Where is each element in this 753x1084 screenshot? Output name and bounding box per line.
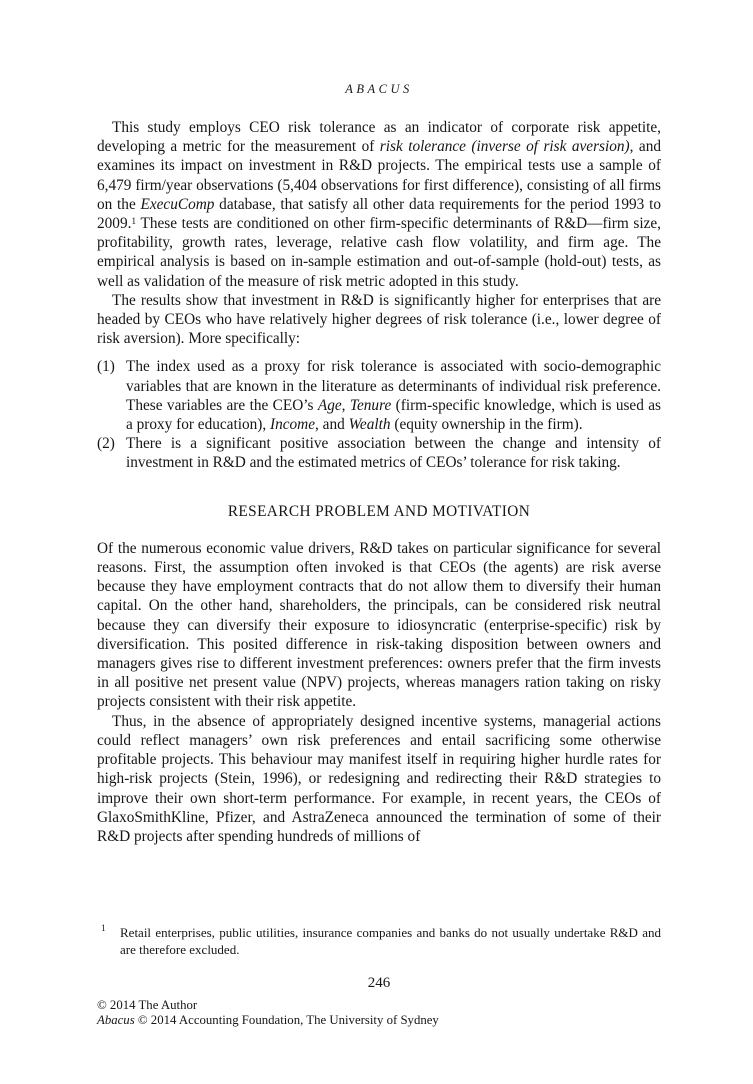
copyright-footer bbox=[97, 998, 661, 1028]
journal-running-header: ABACUS bbox=[345, 82, 413, 96]
list-item-marker: (2) bbox=[97, 435, 115, 453]
page-bottom bbox=[97, 924, 661, 1028]
list-item-2 bbox=[97, 434, 661, 472]
body-paragraph-2: Thus, in the absence of appropriately designed incentive systems, managerial actions could reflect managers’ own risk preferences and entail sacrificing some otherwise profitable projects. This behaviour may manifest itself in requiring higher hurdle rates for high-risk projects (Stein, 1996), or redesigning and redirecting their R&D strategies to improve their own short-term performance. For example, in recent years, the CEOs of GlaxoSmithKline, Pfizer, and AstraZeneca announced the termination of some of their R&D projects after spending hundreds of millions of bbox=[97, 712, 661, 845]
list-item-marker: (1) bbox=[97, 358, 115, 376]
page-number: 246 bbox=[367, 975, 391, 991]
findings-list bbox=[97, 357, 661, 472]
section-heading-research-problem: RESEARCH PROBLEM AND MOTIVATION bbox=[227, 502, 531, 520]
footer-line-journal: Abacus © 2014 Accounting Foundation, The University of Sydney bbox=[97, 1012, 439, 1027]
body-paragraph-1: Of the numerous economic value drivers, R&D takes on particular significance for several reasons. First, the assumption often invoked is that CEOs (the agents) are risk averse because they have employment contracts that do not allow them to diversify their human capital. On the other hand, shareholders, the principals, can be considered risk neutral because they can diversify their exposure to idiosyncratic (enterprise-specific) risk by diversification. This posited difference in risk-taking disposition between owners and managers gives rise to different investment preferences: owners prefer that the firm invests in all positive net present value (NPV) projects, whereas managers ration taking on risky projects consistent with their risk appetite. bbox=[97, 539, 661, 711]
footnote-1 bbox=[97, 924, 661, 958]
list-item-text: The index used as a proxy for risk tolerance is associated with socio-demographic variables that are known in the literature as determinants of individual risk preference. These variables are the CEO’s Age, Tenure (firm-specific knowledge, which is used as a proxy for education), Income, and Wealth (equity ownership in the firm). bbox=[126, 358, 661, 434]
list-item-1 bbox=[97, 357, 661, 434]
footer-line-author: © 2014 The Author bbox=[97, 998, 198, 1012]
abstract-paragraph-1: This study employs CEO risk tolerance as an indicator of corporate risk appetite, developing a metric for the measurement of risk tolerance (inverse of risk aversion), and examines its impact on investment in R&D projects. The empirical tests use a sample of 6,479 firm/year observations (5,404 observations for first difference), consisting of all firms on the ExecuComp database, that satisfy all other data requirements for the period 1993 to 2009.$^1$ These tests are conditioned on other firm-specific determinants of R&D—firm size, profitability, growth rates, leverage, relative cash flow volatility, and firm age. The empirical analysis is based on in-sample estimation and out-of-sample (hold-out) tests, as well as validation of the measure of risk metric adopted in this study. bbox=[97, 119, 661, 290]
footnote-text: Retail enterprises, public utilities, insurance companies and banks do not usually undertake R&D and are therefore excluded. bbox=[120, 925, 661, 957]
list-item-text: There is a significant positive association between the change and intensity of investment in R&D and the estimated metrics of CEOs’ tolerance for risk taking. bbox=[126, 435, 661, 472]
abstract-paragraph-2: The results show that investment in R&D is significantly higher for enterprises that are headed by CEOs who have relatively higher degrees of risk tolerance (i.e., lower degree of risk aversion). More specifically: bbox=[97, 291, 661, 348]
page-body bbox=[97, 118, 661, 846]
footnote-marker: 1 bbox=[101, 924, 106, 934]
